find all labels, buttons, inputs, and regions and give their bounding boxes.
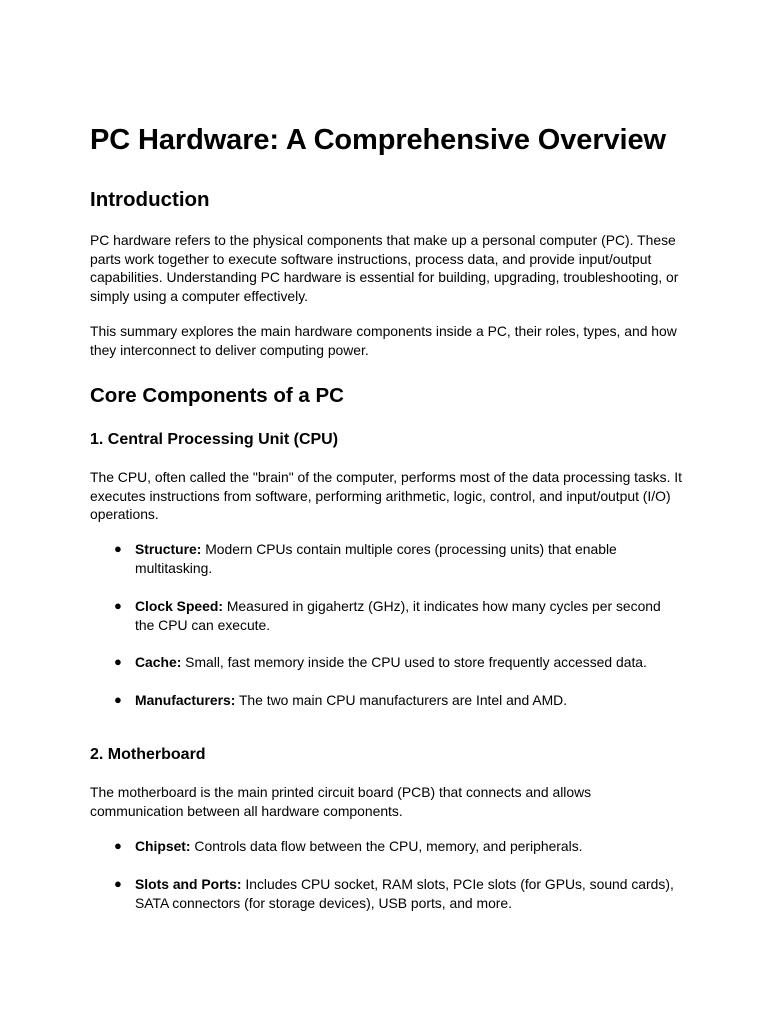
- list-item-term: Manufacturers:: [135, 692, 236, 708]
- list-item-description: Measured in gigahertz (GHz), it indicates how many cycles per second the CPU can execute.: [135, 598, 661, 633]
- list-item-text: [135, 653, 683, 672]
- list-item-text: [135, 837, 683, 856]
- list-item-term: Cache:: [135, 654, 182, 670]
- motherboard-heading: 2. Motherboard: [90, 746, 206, 763]
- cpu-paragraph: The CPU, often called the "brain" of the computer, performs most of the data processing tasks. It executes instructions from software, performing arithmetic, logic, control, and input/output (I/O) operations.: [90, 469, 683, 523]
- list-item-description: Modern CPUs contain multiple cores (processing units) that enable multitasking.: [135, 541, 617, 576]
- cpu-heading: 1. Central Processing Unit (CPU): [90, 431, 339, 448]
- list-item-description: Controls data flow between the CPU, memory, and peripherals.: [190, 838, 583, 854]
- list-item-term: Clock Speed:: [135, 598, 223, 614]
- list-item-description: Small, fast memory inside the CPU used to store frequently accessed data.: [181, 654, 647, 670]
- list-item-description: Includes CPU socket, RAM slots, PCIe slots (for GPUs, sound cards), SATA connectors (for storage devices), USB ports, and more.: [135, 876, 674, 911]
- introduction-heading: Introduction: [90, 188, 210, 211]
- document-title: PC Hardware: A Comprehensive Overview: [90, 124, 666, 156]
- list-item-term: Slots and Ports:: [135, 876, 242, 892]
- bullet-icon: ●: [114, 876, 122, 891]
- list-item-term: Structure:: [135, 541, 202, 557]
- bullet-icon: ●: [114, 692, 122, 707]
- intro-paragraph-1: PC hardware refers to the physical components that make up a personal computer (PC). These parts work together to execute software instructions, process data, and provide input/output capabilities. Understanding PC hardware is essential for building, upgrading, troubleshooting, or simply using a computer effectively.: [90, 232, 679, 305]
- list-item-text: [135, 597, 683, 634]
- list-item-text: [135, 691, 683, 710]
- motherboard-paragraph: The motherboard is the main printed circuit board (PCB) that connects and allows communication between all hardware components.: [90, 784, 592, 819]
- list-item-text: [135, 875, 683, 912]
- list-item-text: [135, 540, 683, 577]
- core-components-heading: Core Components of a PC: [90, 384, 344, 407]
- bullet-icon: ●: [114, 541, 122, 556]
- bullet-icon: ●: [114, 838, 122, 853]
- intro-paragraph-2: This summary explores the main hardware components inside a PC, their roles, types, and how they interconnect to deliver computing power.: [90, 323, 677, 358]
- list-item-term: Chipset:: [135, 838, 191, 854]
- bullet-icon: ●: [114, 654, 122, 669]
- bullet-icon: ●: [114, 598, 122, 613]
- list-item-description: The two main CPU manufacturers are Intel and AMD.: [235, 692, 568, 708]
